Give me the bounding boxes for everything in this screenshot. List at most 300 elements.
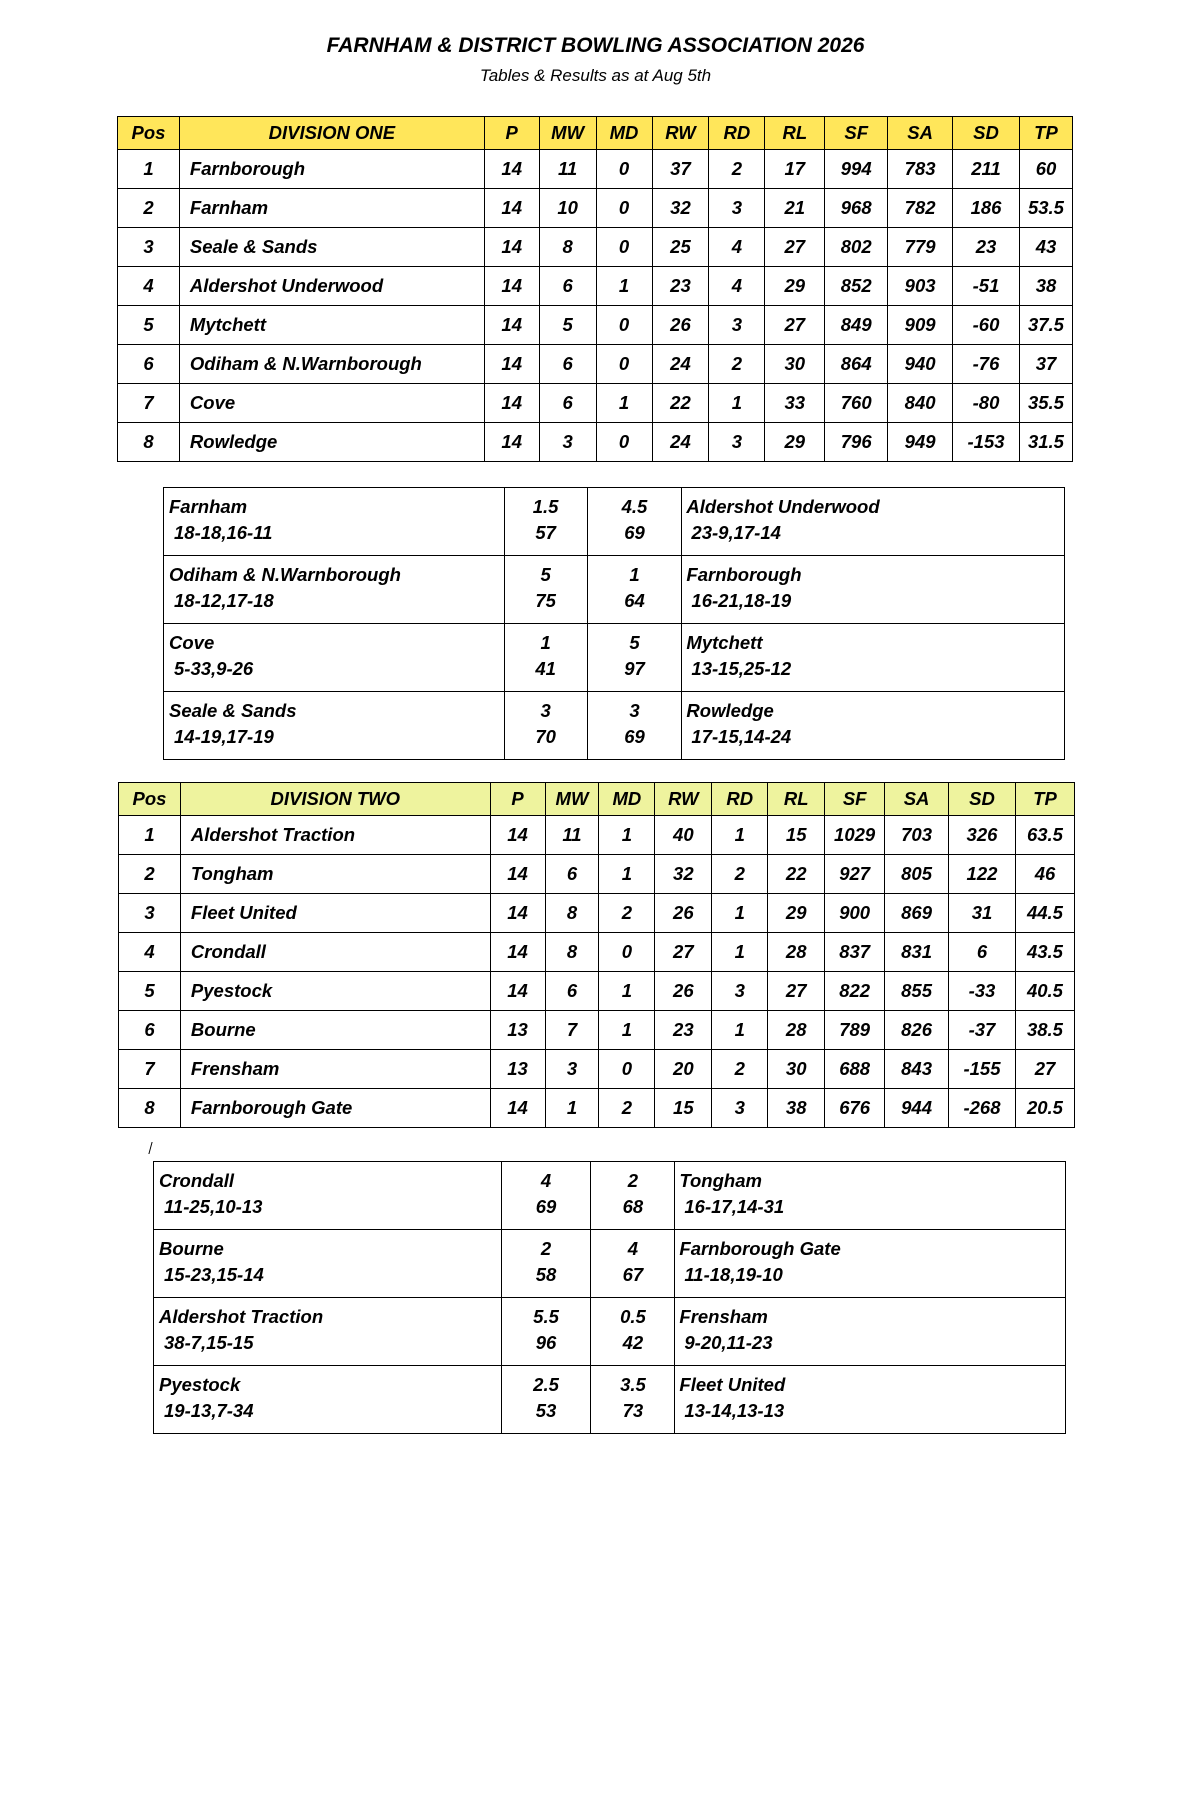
stat-cell: 15: [768, 816, 825, 855]
stat-cell: 1: [599, 1011, 655, 1050]
stat-cell: 3: [539, 423, 596, 462]
stat-cell: 779: [888, 228, 953, 267]
team-name-cell: Mytchett: [179, 306, 484, 345]
stat-cell: -37: [949, 1011, 1016, 1050]
stat-cell: 20.5: [1015, 1089, 1074, 1128]
away-shots: 42: [622, 1332, 644, 1353]
position-cell: 7: [118, 384, 180, 423]
stat-cell: 944: [885, 1089, 949, 1128]
away-rink-scores: 9-20,11-23: [684, 1332, 773, 1353]
home-team-cell: [154, 1366, 502, 1434]
stat-cell: 40: [655, 816, 712, 855]
stat-cell: 852: [825, 267, 888, 306]
stat-cell: 6: [545, 972, 599, 1011]
away-shots: 97: [624, 658, 645, 679]
stat-cell: 37: [1019, 345, 1072, 384]
away-score-cell: [587, 692, 682, 760]
stat-cell: -268: [949, 1089, 1016, 1128]
stat-cell: 46: [1015, 855, 1074, 894]
stat-cell: 14: [484, 150, 539, 189]
home-rink-scores: 38-7,15-15: [164, 1332, 254, 1353]
stat-cell: 855: [885, 972, 949, 1011]
stat-cell: 840: [888, 384, 953, 423]
position-cell: 6: [118, 345, 180, 384]
stat-cell: -155: [949, 1050, 1016, 1089]
stat-cell: 23: [655, 1011, 712, 1050]
stat-cell: 31.5: [1019, 423, 1072, 462]
column-header: RL: [765, 117, 825, 150]
home-shots: 57: [535, 522, 556, 543]
home-points: 2.5: [533, 1374, 559, 1395]
division-one-table: [117, 116, 1073, 462]
stat-cell: 53.5: [1019, 189, 1072, 228]
stat-cell: 4: [709, 228, 765, 267]
away-team-name: Fleet United: [679, 1374, 786, 1395]
table-row: [118, 150, 1073, 189]
home-team-name: Cove: [169, 632, 215, 653]
away-score-cell: [591, 1298, 675, 1366]
column-header: SF: [825, 783, 885, 816]
away-points: 4: [627, 1238, 639, 1259]
stat-cell: 782: [888, 189, 953, 228]
division-one-results-table: [163, 487, 1065, 760]
stat-cell: 2: [709, 345, 765, 384]
stat-cell: 14: [490, 894, 545, 933]
stat-cell: 2: [712, 855, 768, 894]
position-cell: 3: [118, 228, 180, 267]
stat-cell: 25: [652, 228, 709, 267]
stat-cell: 783: [888, 150, 953, 189]
position-cell: 6: [119, 1011, 181, 1050]
home-score-cell: [501, 1230, 591, 1298]
home-team-cell: [164, 556, 505, 624]
home-score-cell: [504, 488, 587, 556]
stat-cell: 6: [539, 345, 596, 384]
position-cell: 2: [118, 189, 180, 228]
stat-cell: -51: [953, 267, 1020, 306]
division-name-header: DIVISION ONE: [179, 117, 484, 150]
away-team-name: Aldershot Underwood: [686, 496, 880, 517]
column-header: RL: [768, 783, 825, 816]
position-cell: 8: [118, 423, 180, 462]
position-cell: 5: [119, 972, 181, 1011]
away-team-name: Rowledge: [686, 700, 774, 721]
stray-mark: [148, 1142, 152, 1154]
stat-cell: 822: [825, 972, 885, 1011]
column-header: P: [484, 117, 539, 150]
team-name-cell: Frensham: [180, 1050, 490, 1089]
result-row: [164, 488, 1065, 556]
home-rink-scores: 15-23,15-14: [164, 1264, 264, 1285]
column-header: RW: [652, 117, 709, 150]
away-rink-scores: 11-18,19-10: [684, 1264, 783, 1285]
away-team-name: Farnborough Gate: [679, 1238, 841, 1259]
pos-header: Pos: [119, 783, 181, 816]
home-shots: 75: [535, 590, 556, 611]
stat-cell: 5: [539, 306, 596, 345]
home-score-cell: [501, 1162, 591, 1230]
stat-cell: 40.5: [1015, 972, 1074, 1011]
column-header: MW: [545, 783, 599, 816]
stat-cell: 32: [655, 855, 712, 894]
away-points: 2: [627, 1170, 639, 1191]
team-name-cell: Rowledge: [179, 423, 484, 462]
result-row: [154, 1230, 1066, 1298]
away-team-name: Tongham: [679, 1170, 762, 1191]
stat-cell: 27: [765, 228, 825, 267]
away-score-cell: [587, 624, 682, 692]
stat-cell: 0: [596, 189, 652, 228]
stat-cell: 2: [712, 1050, 768, 1089]
away-points: 5: [629, 632, 640, 653]
stat-cell: 927: [825, 855, 885, 894]
home-team-name: Seale & Sands: [169, 700, 297, 721]
home-team-cell: [164, 488, 505, 556]
away-team-cell: [675, 1230, 1066, 1298]
stat-cell: 27: [765, 306, 825, 345]
stat-cell: 14: [484, 384, 539, 423]
stat-cell: 14: [484, 345, 539, 384]
home-score-cell: [504, 556, 587, 624]
away-rink-scores: 23-9,17-14: [691, 522, 781, 543]
away-shots: 68: [622, 1196, 644, 1217]
stat-cell: 869: [885, 894, 949, 933]
column-header: RD: [712, 783, 768, 816]
stat-cell: 14: [490, 933, 545, 972]
stat-cell: 2: [709, 150, 765, 189]
column-header: SD: [953, 117, 1020, 150]
away-rink-scores: 13-15,25-12: [691, 658, 792, 679]
away-shots: 69: [624, 726, 645, 747]
stat-cell: 6: [539, 384, 596, 423]
team-name-cell: Tongham: [180, 855, 490, 894]
home-rink-scores: 14-19,17-19: [174, 726, 274, 747]
stat-cell: 3: [709, 306, 765, 345]
table-row: [118, 267, 1073, 306]
team-name-cell: Aldershot Underwood: [179, 267, 484, 306]
stat-cell: 35.5: [1019, 384, 1072, 423]
stat-cell: 3: [709, 423, 765, 462]
column-header: SF: [825, 117, 888, 150]
home-rink-scores: 5-33,9-26: [174, 658, 254, 679]
stat-cell: -33: [949, 972, 1016, 1011]
away-points: 3: [629, 700, 640, 721]
stat-cell: 6: [539, 267, 596, 306]
home-team-name: Bourne: [159, 1238, 224, 1259]
stat-cell: 30: [768, 1050, 825, 1089]
stat-cell: 20: [655, 1050, 712, 1089]
page-title: FARNHAM & DISTRICT BOWLING ASSOCIATION 2026: [326, 34, 865, 57]
stat-cell: 14: [484, 267, 539, 306]
home-points: 1.5: [532, 496, 559, 517]
stat-cell: 0: [596, 423, 652, 462]
home-team-cell: [154, 1298, 502, 1366]
stat-cell: 37.5: [1019, 306, 1072, 345]
position-cell: 7: [119, 1050, 181, 1089]
stat-cell: 14: [484, 423, 539, 462]
stat-cell: 60: [1019, 150, 1072, 189]
column-header: TP: [1015, 783, 1074, 816]
table-row: [119, 816, 1075, 855]
stat-cell: 10: [539, 189, 596, 228]
stat-cell: 14: [484, 306, 539, 345]
stat-cell: 1: [545, 1089, 599, 1128]
column-header: MD: [599, 783, 655, 816]
table-row: [118, 345, 1073, 384]
away-team-name: Frensham: [679, 1306, 768, 1327]
stat-cell: 15: [655, 1089, 712, 1128]
result-row: [164, 556, 1065, 624]
stat-cell: 22: [768, 855, 825, 894]
stat-cell: 0: [599, 933, 655, 972]
column-header: SA: [888, 117, 953, 150]
table-header-row: [119, 783, 1075, 816]
home-score-cell: [501, 1298, 591, 1366]
table-row: [119, 972, 1075, 1011]
stat-cell: 676: [825, 1089, 885, 1128]
stat-cell: 22: [652, 384, 709, 423]
stat-cell: 44.5: [1015, 894, 1074, 933]
stat-cell: 1: [709, 384, 765, 423]
stat-cell: 6: [545, 855, 599, 894]
home-points: 2: [540, 1238, 552, 1259]
home-shots: 96: [535, 1332, 557, 1353]
away-team-cell: [682, 488, 1065, 556]
stat-cell: 796: [825, 423, 888, 462]
stat-cell: 802: [825, 228, 888, 267]
column-header: RW: [655, 783, 712, 816]
home-points: 3: [540, 700, 551, 721]
away-rink-scores: 16-17,14-31: [684, 1196, 785, 1217]
stat-cell: 32: [652, 189, 709, 228]
stat-cell: 326: [949, 816, 1016, 855]
table-row: [119, 1011, 1075, 1050]
stat-cell: 38.5: [1015, 1011, 1074, 1050]
home-shots: 41: [535, 658, 556, 679]
stat-cell: 186: [953, 189, 1020, 228]
home-points: 5.5: [533, 1306, 559, 1327]
home-rink-scores: 19-13,7-34: [164, 1400, 254, 1421]
stat-cell: 38: [1019, 267, 1072, 306]
away-team-cell: [682, 692, 1065, 760]
stat-cell: 1: [712, 933, 768, 972]
position-cell: 3: [119, 894, 181, 933]
home-score-cell: [504, 692, 587, 760]
stat-cell: 28: [768, 1011, 825, 1050]
away-team-cell: [675, 1162, 1066, 1230]
stat-cell: 122: [949, 855, 1016, 894]
stat-cell: -60: [953, 306, 1020, 345]
stat-cell: 1: [596, 384, 652, 423]
team-name-cell: Fleet United: [180, 894, 490, 933]
home-rink-scores: 18-18,16-11: [174, 522, 273, 543]
table-row: [119, 894, 1075, 933]
away-team-cell: [682, 556, 1065, 624]
stat-cell: 4: [709, 267, 765, 306]
away-team-name: Mytchett: [686, 632, 763, 653]
home-team-cell: [154, 1162, 502, 1230]
stat-cell: 27: [768, 972, 825, 1011]
stat-cell: 211: [953, 150, 1020, 189]
result-row: [164, 692, 1065, 760]
stat-cell: -80: [953, 384, 1020, 423]
stat-cell: 831: [885, 933, 949, 972]
stat-cell: 26: [652, 306, 709, 345]
stat-cell: 14: [490, 816, 545, 855]
home-team-name: Aldershot Traction: [159, 1306, 324, 1327]
away-team-cell: [675, 1366, 1066, 1434]
team-name-cell: Pyestock: [180, 972, 490, 1011]
team-name-cell: Farnborough: [179, 150, 484, 189]
away-team-cell: [675, 1298, 1066, 1366]
stat-cell: -76: [953, 345, 1020, 384]
table-row: [118, 189, 1073, 228]
home-team-cell: [154, 1230, 502, 1298]
stat-cell: 688: [825, 1050, 885, 1089]
home-team-name: Odiham & N.Warnborough: [169, 564, 401, 585]
stat-cell: 26: [655, 894, 712, 933]
stat-cell: 805: [885, 855, 949, 894]
result-row: [164, 624, 1065, 692]
away-team-name: Farnborough: [686, 564, 802, 585]
away-rink-scores: 17-15,14-24: [691, 726, 792, 747]
team-name-cell: Aldershot Traction: [180, 816, 490, 855]
stat-cell: -153: [953, 423, 1020, 462]
table-row: [118, 228, 1073, 267]
stat-cell: 0: [596, 306, 652, 345]
position-cell: 4: [119, 933, 181, 972]
table-row: [118, 306, 1073, 345]
result-row: [154, 1162, 1066, 1230]
away-score-cell: [587, 488, 682, 556]
stat-cell: 2: [599, 1089, 655, 1128]
stat-cell: 703: [885, 816, 949, 855]
away-shots: 67: [622, 1264, 644, 1285]
table-header-row: [118, 117, 1073, 150]
stat-cell: 1029: [825, 816, 885, 855]
column-header: TP: [1019, 117, 1072, 150]
stat-cell: 23: [652, 267, 709, 306]
team-name-cell: Farnham: [179, 189, 484, 228]
stat-cell: 38: [768, 1089, 825, 1128]
column-header: MD: [596, 117, 652, 150]
stat-cell: 909: [888, 306, 953, 345]
away-points: 0.5: [620, 1306, 646, 1327]
column-header: P: [490, 783, 545, 816]
stat-cell: 1: [712, 894, 768, 933]
stat-cell: 13: [490, 1050, 545, 1089]
position-cell: 8: [119, 1089, 181, 1128]
stat-cell: 864: [825, 345, 888, 384]
away-points: 3.5: [620, 1374, 646, 1395]
stat-cell: 0: [596, 228, 652, 267]
away-rink-scores: 13-14,13-13: [684, 1400, 785, 1421]
division-two-results-table: [153, 1161, 1066, 1434]
away-points: 1: [629, 564, 640, 585]
result-row: [154, 1298, 1066, 1366]
stat-cell: 8: [545, 894, 599, 933]
home-shots: 58: [535, 1264, 557, 1285]
stat-cell: 0: [596, 345, 652, 384]
position-cell: 1: [118, 150, 180, 189]
stat-cell: 994: [825, 150, 888, 189]
stat-cell: 826: [885, 1011, 949, 1050]
home-shots: 69: [535, 1196, 557, 1217]
stat-cell: 8: [545, 933, 599, 972]
stat-cell: 849: [825, 306, 888, 345]
away-points: 4.5: [621, 496, 648, 517]
stat-cell: 31: [949, 894, 1016, 933]
stat-cell: 29: [765, 267, 825, 306]
home-team-name: Crondall: [159, 1170, 235, 1191]
table-row: [119, 1089, 1075, 1128]
stat-cell: 2: [599, 894, 655, 933]
stat-cell: 11: [539, 150, 596, 189]
home-shots: 53: [535, 1400, 557, 1421]
team-name-cell: Bourne: [180, 1011, 490, 1050]
away-score-cell: [591, 1366, 675, 1434]
stat-cell: 24: [652, 345, 709, 384]
home-team-name: Farnham: [169, 496, 248, 517]
stat-cell: 6: [949, 933, 1016, 972]
away-team-cell: [682, 624, 1065, 692]
home-points: 4: [540, 1170, 552, 1191]
stat-cell: 24: [652, 423, 709, 462]
pos-header: Pos: [118, 117, 180, 150]
column-header: SD: [949, 783, 1016, 816]
stat-cell: 1: [599, 855, 655, 894]
stat-cell: 3: [712, 1089, 768, 1128]
team-name-cell: Seale & Sands: [179, 228, 484, 267]
stat-cell: 14: [490, 1089, 545, 1128]
position-cell: 2: [119, 855, 181, 894]
home-score-cell: [504, 624, 587, 692]
division-two-table: [118, 782, 1075, 1128]
stat-cell: 900: [825, 894, 885, 933]
column-header: RD: [709, 117, 765, 150]
home-points: 5: [540, 564, 551, 585]
stat-cell: 30: [765, 345, 825, 384]
stat-cell: 8: [539, 228, 596, 267]
stat-cell: 28: [768, 933, 825, 972]
stat-cell: 17: [765, 150, 825, 189]
stat-cell: 789: [825, 1011, 885, 1050]
stat-cell: 29: [765, 423, 825, 462]
position-cell: 5: [118, 306, 180, 345]
stat-cell: 11: [545, 816, 599, 855]
stat-cell: 1: [596, 267, 652, 306]
stat-cell: 968: [825, 189, 888, 228]
stat-cell: 37: [652, 150, 709, 189]
stat-cell: 7: [545, 1011, 599, 1050]
away-score-cell: [591, 1230, 675, 1298]
away-shots: 69: [624, 522, 645, 543]
stat-cell: 43: [1019, 228, 1072, 267]
home-team-cell: [164, 624, 505, 692]
stat-cell: 14: [484, 189, 539, 228]
result-row: [154, 1366, 1066, 1434]
stat-cell: 14: [490, 855, 545, 894]
stat-cell: 843: [885, 1050, 949, 1089]
stat-cell: 27: [1015, 1050, 1074, 1089]
stat-cell: 949: [888, 423, 953, 462]
home-team-cell: [164, 692, 505, 760]
table-row: [119, 855, 1075, 894]
stat-cell: 0: [599, 1050, 655, 1089]
home-rink-scores: 11-25,10-13: [164, 1196, 263, 1217]
stat-cell: 1: [712, 816, 768, 855]
stat-cell: 1: [599, 816, 655, 855]
